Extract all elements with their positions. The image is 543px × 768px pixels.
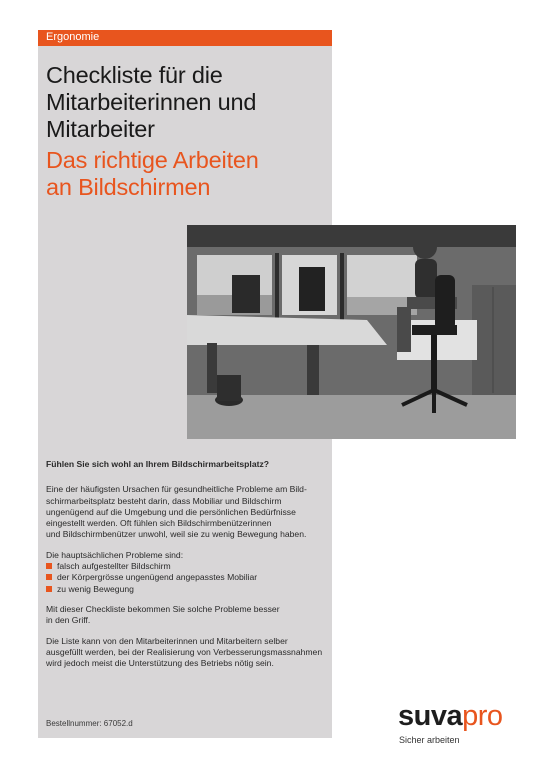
category-label: Ergonomie xyxy=(46,31,100,43)
list-item xyxy=(46,572,326,583)
subtitle-line: an Bildschirmen xyxy=(46,174,211,200)
page-title xyxy=(46,62,336,143)
office-workstation-photo xyxy=(187,225,516,439)
logo-wordmark xyxy=(398,700,503,733)
text-line: in den Griff. xyxy=(46,615,91,626)
text-line: und Bildschirmbenützer unwohl, weil sie zu wenig Bewegung haben. xyxy=(46,529,307,540)
bullet-square-icon xyxy=(46,563,52,569)
text-line: schirmarbeitsplatz besteht darin, dass Mobiliar und Bildschirm xyxy=(46,495,282,506)
text-line: Eine der häufigsten Ursachen für gesundheitliche Probleme am Bild- xyxy=(46,484,307,495)
logo-part-suva: suva xyxy=(398,700,463,732)
title-line: Mitarbeiterinnen und xyxy=(46,89,257,115)
subtitle-line: Das richtige Arbeiten xyxy=(46,147,259,173)
paragraph-causes xyxy=(46,484,326,540)
paragraph-support xyxy=(46,636,326,670)
list-item xyxy=(46,584,326,595)
logo-part-pro: pro xyxy=(462,700,503,732)
text-line: ausgefüllt werden, bei der Realisierung von Verbesserungsmassnahmen xyxy=(46,646,323,657)
intro-text xyxy=(46,459,326,678)
bullet-square-icon xyxy=(46,586,52,592)
paragraph-checklist xyxy=(46,604,326,627)
page-subtitle xyxy=(46,147,336,201)
list-item-label: falsch aufgestellter Bildschirm xyxy=(57,561,171,572)
logo-tagline: Sicher arbeiten xyxy=(399,735,460,745)
bullet-square-icon xyxy=(46,574,52,580)
category-bar xyxy=(38,30,332,46)
list-item-label: der Körpergrösse ungenügend angepasstes Mobiliar xyxy=(57,572,258,583)
problems-list xyxy=(46,561,326,595)
problems-intro: Die hauptsächlichen Probleme sind: xyxy=(46,549,184,560)
list-item xyxy=(46,561,326,572)
text-line: Die Liste kann von den Mitarbeiterinnen und Mitarbeitern selber xyxy=(46,635,288,646)
title-line: Checkliste für die xyxy=(46,62,223,88)
text-line: eingestellt werden. Oft fühlen sich Bildschirmbenützerinnen xyxy=(46,518,272,529)
title-line: Mitarbeiter xyxy=(46,116,155,142)
lead-question: Fühlen Sie sich wohl an Ihrem Bildschirmarbeitsplatz? xyxy=(46,459,270,469)
suvapro-logo xyxy=(398,700,518,745)
order-number: Bestellnummer: 67052.d xyxy=(46,719,133,728)
text-line: wird jedoch meist die Unterstützung des Betriebs nötig sein. xyxy=(46,658,274,669)
text-line: ungenügend auf die Umgebung und die persönlichen Bedürfnisse xyxy=(46,506,296,517)
text-line: Mit dieser Checkliste bekommen Sie solche Probleme besser xyxy=(46,603,280,614)
list-item-label: zu wenig Bewegung xyxy=(57,583,134,594)
